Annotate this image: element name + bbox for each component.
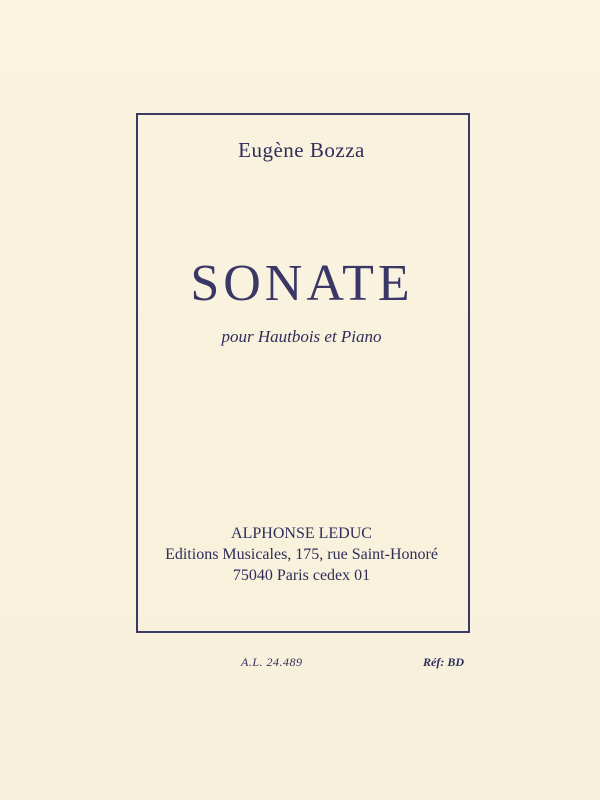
work-title: SONATE xyxy=(190,255,414,312)
composer-name: Eugène Bozza xyxy=(238,138,365,162)
publisher-block xyxy=(0,523,600,586)
instrumentation-subtitle: pour Hautbois et Piano xyxy=(221,327,382,346)
reference-code: Réf: BD xyxy=(423,655,464,669)
publisher-address-line1: Editions Musicales, 175, rue Saint-Honoré xyxy=(165,546,438,563)
catalog-number: A.L. 24.489 xyxy=(241,655,303,669)
publisher-address-line2: 75040 Paris cedex 01 xyxy=(232,567,371,584)
publisher-name: ALPHONSE LEDUC xyxy=(231,525,372,542)
